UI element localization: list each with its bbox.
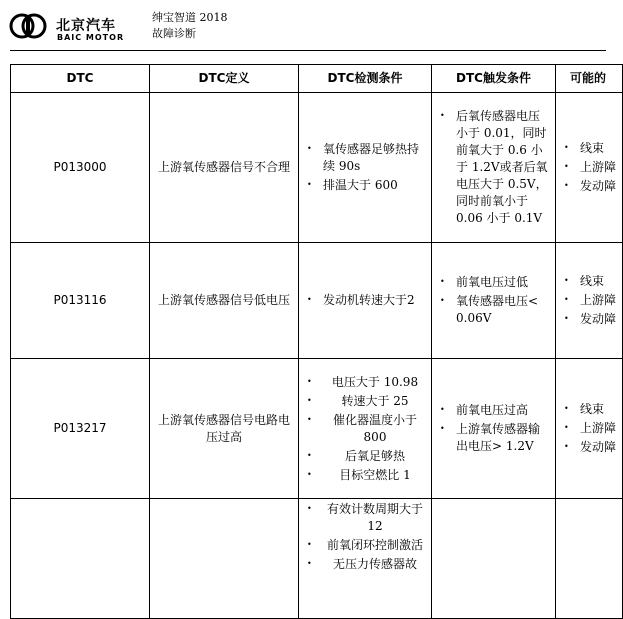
dtc-table: [10, 64, 623, 619]
possible-causes: [556, 243, 623, 359]
dtc-definition: 上游氧传感器信号电路电压过高: [150, 359, 299, 499]
dtc-definition: [150, 499, 299, 619]
detect-item: • 催化器温度小于 800: [307, 412, 427, 446]
cause-item: • 上游障: [564, 420, 618, 437]
table-row: [11, 499, 623, 619]
table-row: [11, 93, 623, 243]
col-header-causes: 可能的: [556, 65, 623, 93]
detect-item: • 电压大于 10.98: [307, 374, 427, 391]
detect-item: • 后氧足够热: [307, 448, 427, 465]
cause-item: • 发动障: [564, 311, 618, 328]
detect-item: • 排温大于 600: [307, 177, 427, 194]
trigger-item: • 上游氧传感器输出电压> 1.2V: [440, 421, 551, 455]
baic-logo-icon: [8, 12, 48, 40]
trigger-conditions: [432, 243, 556, 359]
detect-item: • 有效计数周期大于 12: [307, 501, 427, 535]
trigger-item: • 氧传感器电压< 0.06V: [440, 293, 551, 327]
dtc-code: P013116: [11, 243, 150, 359]
cause-item: • 发动障: [564, 178, 618, 195]
dtc-code: [11, 499, 150, 619]
dtc-code: P013000: [11, 93, 150, 243]
trigger-item: • 前氧电压过高: [440, 402, 551, 419]
page-header: [0, 0, 606, 52]
brand-name-cn: 北京汽车: [56, 18, 116, 34]
document-title-line2: 故障诊断: [152, 27, 196, 40]
header-divider: [10, 50, 606, 51]
cause-item: • 线束: [564, 140, 618, 157]
detect-item: • 目标空燃比 1: [307, 467, 427, 484]
table-row: [11, 243, 623, 359]
baic-logo: [8, 12, 138, 44]
col-header-trigger: DTC触发条件: [432, 65, 556, 93]
cause-item: • 上游障: [564, 159, 618, 176]
detect-item: • 无压力传感器故: [307, 556, 427, 573]
detect-conditions: [299, 499, 432, 619]
trigger-item: • 后氧传感器电压小于 0.01，同时前氧大于 0.6 小于 1.2V或者后氧电压大于 0.5V，同时前氧小于 0.06 小于 0.1V: [440, 108, 551, 227]
detect-item: • 转速大于 25: [307, 393, 427, 410]
possible-causes: [556, 359, 623, 499]
dtc-definition: 上游氧传感器信号低电压: [150, 243, 299, 359]
col-header-dtc: DTC: [11, 65, 150, 93]
possible-causes: [556, 93, 623, 243]
col-header-detect: DTC检测条件: [299, 65, 432, 93]
cause-item: • 线束: [564, 273, 618, 290]
possible-causes: [556, 499, 623, 619]
detect-conditions: [299, 359, 432, 499]
trigger-conditions: [432, 93, 556, 243]
cause-item: • 上游障: [564, 292, 618, 309]
detect-item: • 氧传感器足够热持续 90s: [307, 141, 427, 175]
col-header-definition: DTC定义: [150, 65, 299, 93]
dtc-code: P013217: [11, 359, 150, 499]
trigger-conditions: [432, 499, 556, 619]
detect-item: • 发动机转速大于2: [307, 292, 427, 309]
document-title: [152, 10, 228, 42]
cause-item: • 线束: [564, 401, 618, 418]
trigger-item: • 前氧电压过低: [440, 274, 551, 291]
dtc-definition: 上游氧传感器信号不合理: [150, 93, 299, 243]
detect-conditions: [299, 93, 432, 243]
table-row: [11, 359, 623, 499]
document-title-line1: 绅宝智道 2018: [152, 11, 228, 24]
brand-name-en: BAIC MOTOR: [57, 33, 125, 42]
table-header-row: [11, 65, 623, 93]
detect-conditions: [299, 243, 432, 359]
cause-item: • 发动障: [564, 439, 618, 456]
trigger-conditions: [432, 359, 556, 499]
detect-item: • 前氧闭环控制激活: [307, 537, 427, 554]
